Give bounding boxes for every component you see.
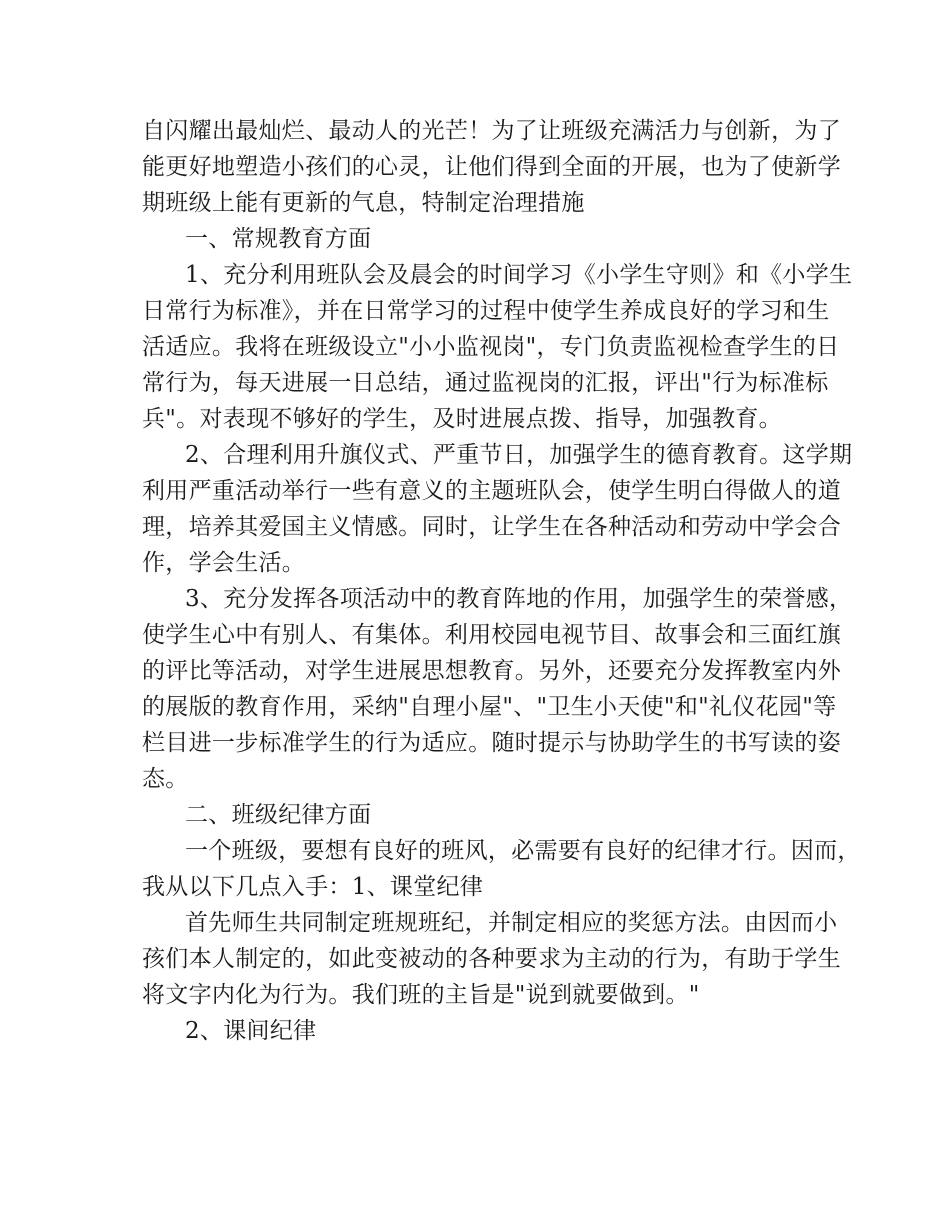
text-line: 2、合理利用升旗仪式、严重节日，加强学生的德育教育。这学期: [185, 442, 853, 468]
text-line: 的评比等活动，对学生进展思想教育。另外，还要充分发挥教室内外: [142, 658, 841, 684]
section-heading: 二、班级纪律方面: [185, 802, 372, 828]
text-line: 理，培养其爱国主义情感。同时，让学生在各种活动和劳动中学会合: [142, 514, 841, 540]
text-line: 一个班级，要想有良好的班风，必需要有良好的纪律才行。因而，: [185, 838, 861, 864]
text-line: 能更好地塑造小孩们的心灵，让他们得到全面的开展，也为了使新学: [142, 154, 841, 180]
subsection-heading: 2、课间纪律: [185, 1018, 317, 1044]
section-heading: 一、常规教育方面: [185, 226, 372, 252]
text-line: 栏目进一步标准学生的行为适应。随时提示与协助学生的书写读的姿: [142, 730, 841, 756]
text-line: 作，学会生活。: [142, 550, 306, 576]
text-line: 将文字内化为行为。我们班的主旨是"说到就要做到。": [142, 982, 700, 1008]
document-body: [142, 113, 861, 1049]
text-line: 活适应。我将在班级设立"小小监视岗"，专门负责监视检查学生的日: [142, 334, 840, 360]
text-line: 兵"。对表现不够好的学生，及时进展点拨、指导，加强教育。: [142, 406, 782, 432]
text-line: 期班级上能有更新的气息，特制定治理措施: [142, 190, 585, 216]
text-line: 常行为，每天进展一日总结，通过监视岗的汇报，评出"行为标准标: [142, 370, 829, 396]
text-line: 我从以下几点入手：1、课堂纪律: [142, 874, 484, 900]
text-line: 孩们本人制定的，如此变被动的各种要求为主动的行为，有助于学生: [142, 946, 841, 972]
text-line: 使学生心中有别人、有集体。利用校园电视节目、故事会和三面红旗: [142, 622, 841, 648]
text-line: 自闪耀出最灿烂、最动人的光芒！为了让班级充满活力与创新，为了: [142, 118, 841, 144]
text-line: 首先师生共同制定班规班纪，并制定相应的奖惩方法。由因而小: [185, 910, 838, 936]
text-line: 3、充分发挥各项活动中的教育阵地的作用，加强学生的荣誉感，: [185, 586, 853, 612]
text-line: 日常行为标准》，并在日常学习的过程中使学生养成良好的学习和生: [142, 298, 830, 324]
text-line: 态。: [142, 766, 189, 792]
text-line: 的展版的教育作用，采纳"自理小屋"、"卫生小天使"和"礼仪花园"等: [142, 694, 837, 720]
text-line: 1、充分利用班队会及晨会的时间学习《小学生守则》和《小学生: [185, 262, 853, 288]
text-line: 利用严重活动举行一些有意义的主题班队会，使学生明白得做人的道: [142, 478, 841, 504]
